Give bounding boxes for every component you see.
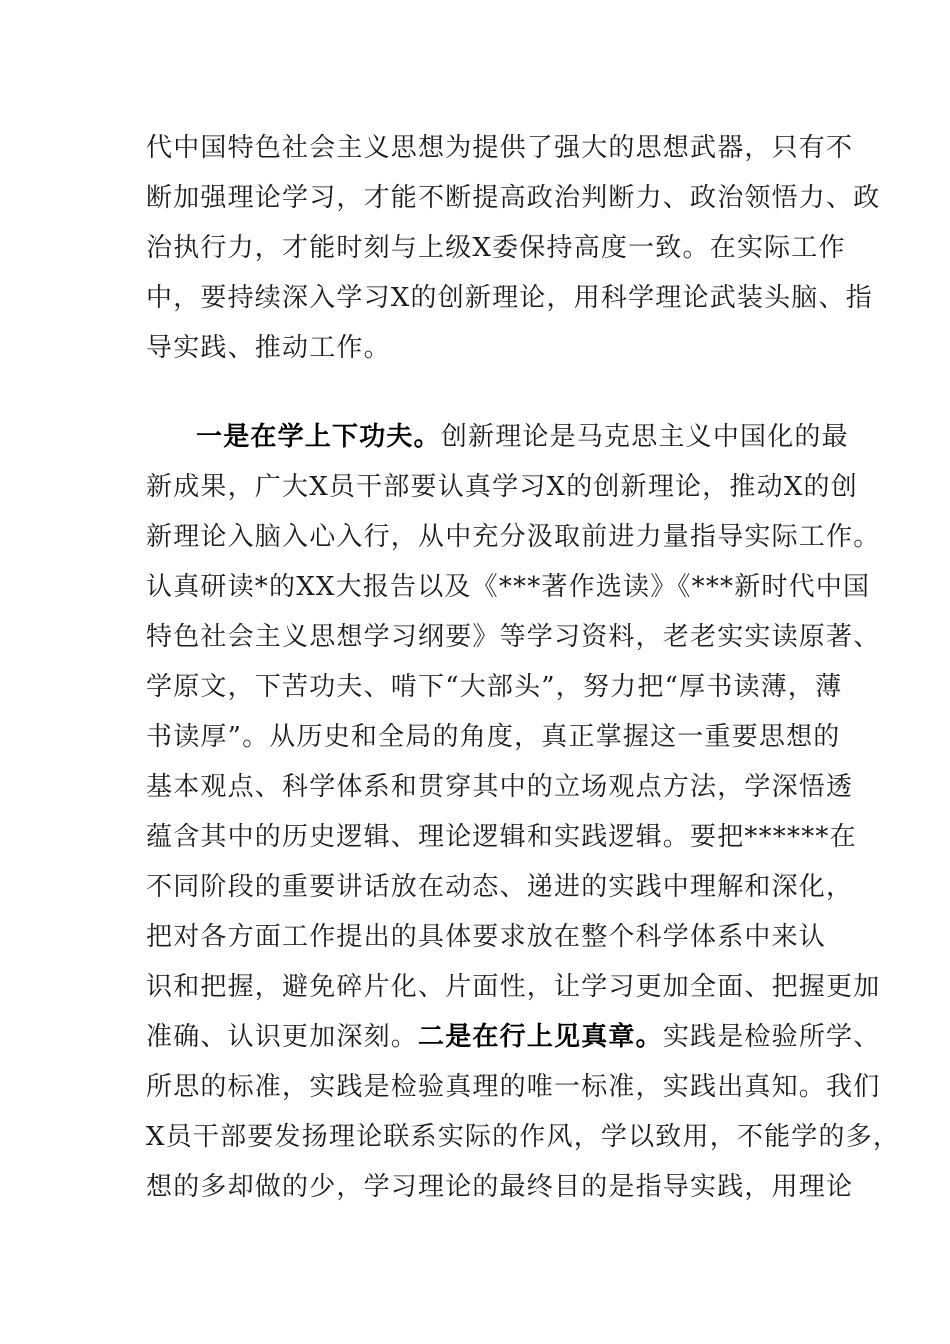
- paragraph-2-line-7: 书读厚”。从历史和全局的角度，真正掌握这一重要思想的: [146, 722, 841, 752]
- paragraph-1-line-1: 代中国特色社会主义思想为提供了强大的思想武器，只有不: [146, 133, 854, 163]
- paragraph-2-line-9: 蕴含其中的历史逻辑、理论逻辑和实践逻辑。要把******在: [146, 822, 857, 852]
- paragraph-2-line-8: 基本观点、科学体系和贯穿其中的立场观点方法，学深悟透: [146, 772, 854, 802]
- paragraph-2-line-1: [196, 420, 849, 454]
- paragraph-2-line-2: 新成果，广大X员干部要认真学习X的创新理论，推动X的创: [146, 472, 858, 502]
- paragraph-2-line-16: 想的多却做的少，学习理论的最终目的是指导实践，用理论: [146, 1172, 854, 1202]
- paragraph-2-line-11: 把对各方面工作提出的具体要求放在整个科学体系中来认: [146, 922, 827, 952]
- paragraph-1-line-4: 中，要持续深入学习X的创新理论，用科学理论武装头脑、指: [146, 283, 873, 313]
- paragraph-2-line-15: X员干部要发扬理论联系实际的作风，学以致用，不能学的多，: [146, 1122, 901, 1152]
- paragraph-2-line-5: 特色社会主义思想学习纲要》等学习资料，老老实实读原著、: [146, 622, 881, 652]
- paragraph-2-line-4: 认真研读*的XX大报告以及《***著作选读》《***新时代中国: [146, 572, 871, 602]
- heading-practice: 二是在行上见真章。: [418, 1022, 663, 1052]
- paragraph-2-line-1-text: 创新理论是马克思主义中国化的最: [440, 422, 849, 452]
- paragraph-2-line-12: 识和把握，避免碎片化、片面性，让学习更加全面、把握更加: [146, 972, 881, 1002]
- paragraph-2-line-3: 新理论入脑入心入行，从中充分汲取前进力量指导实际工作。: [146, 522, 881, 552]
- paragraph-2-line-6: 学原文，下苦功夫、啃下“大部头”，努力把“厚书读薄，薄: [146, 672, 843, 702]
- paragraph-2-line-13: [146, 1020, 880, 1054]
- heading-study: 一是在学上下功夫。: [196, 422, 441, 452]
- paragraph-1-line-2: 断加强理论学习，才能不断提高政治判断力、政治领悟力、政: [146, 183, 881, 213]
- paragraph-1-line-5: 导实践、推动工作。: [146, 333, 391, 363]
- paragraph-2-line-10: 不同阶段的重要讲话放在动态、递进的实践中理解和深化，: [146, 872, 854, 902]
- paragraph-2-line-13-text-b: 实践是检验所学、: [662, 1022, 881, 1052]
- paragraph-2-line-14: 所思的标准，实践是检验真理的唯一标准，实践出真知。我们: [146, 1072, 881, 1102]
- paragraph-1-line-3: 治执行力，才能时刻与上级X委保持高度一致。在实际工作: [146, 233, 846, 263]
- paragraph-2-line-13-text-a: 准确、认识更加深刻。: [146, 1022, 419, 1052]
